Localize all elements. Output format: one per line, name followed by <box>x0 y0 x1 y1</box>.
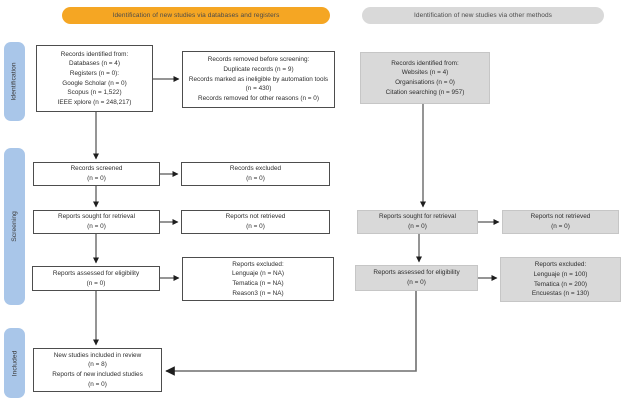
box-line: New studies included in review <box>53 351 142 359</box>
records-identified-other-box <box>360 52 490 104</box>
records-removed-box <box>182 51 335 108</box>
box-line: Encuestas (n = 130) <box>531 290 590 298</box>
stage-screening <box>4 148 25 305</box>
box-line: Reports of new included studies <box>52 371 143 378</box>
stage-screening-label: Screening <box>11 211 19 242</box>
reports-excluded-other-box <box>500 257 621 302</box>
box-line: Records screened <box>70 165 123 173</box>
reports-sought-other-box <box>357 210 478 234</box>
box-line: Records excluded <box>229 165 282 173</box>
box-line: Reason3 (n = NA) <box>232 289 284 297</box>
box-line: Organisations (n = 0) <box>395 79 455 86</box>
box-line: Registers (n = 0): <box>69 69 120 77</box>
banner-other-methods <box>362 7 604 24</box>
box-line: Tematica (n = 200) <box>533 280 588 288</box>
reports-not-retrieved-box <box>181 210 330 234</box>
reports-assessed-other-box <box>355 265 478 291</box>
reports-assessed-box <box>32 266 160 291</box>
box-line: (n = 0) <box>551 223 570 230</box>
box-line: Scopus (n = 1,522) <box>67 89 122 97</box>
box-line: Reports not retrieved <box>225 213 286 221</box>
records-excluded-box <box>181 162 330 186</box>
banner-databases-registers <box>62 7 330 24</box>
box-line: Records removed for other reasons (n = 0) <box>198 94 319 102</box>
box-line: (n = 0) <box>88 380 107 388</box>
box-line: Google Scholar (n = 0) <box>62 79 127 87</box>
stage-identification <box>4 42 25 121</box>
box-line: (n = 0) <box>246 223 265 230</box>
box-line: Tematica (n = NA) <box>232 280 284 287</box>
box-line: Reports sought for retrieval <box>378 213 457 221</box>
box-line: Records marked as ineligible by automation tools (n = 430) <box>188 75 329 93</box>
banner-other-label: Identification of new studies via other methods <box>413 12 553 19</box>
box-line: Duplicate records (n = 9) <box>223 66 294 74</box>
box-line: Reports assessed for eligibility <box>373 269 460 277</box>
box-line: Lenguaje (n = NA) <box>231 270 285 278</box>
box-line: Records identified from: <box>60 50 129 58</box>
box-line: Websites (n = 4) <box>401 69 449 77</box>
box-line: (n = 0) <box>408 223 427 230</box>
box-line: (n = 0) <box>86 279 106 287</box>
box-line: Reports assessed for eligibility <box>52 269 140 277</box>
banner-databases-label: Identification of new studies via databases and registers <box>112 12 280 19</box>
box-line: (n = 0) <box>246 175 265 182</box>
stage-included-label: Included <box>11 350 19 376</box>
box-line: (n = 8) <box>88 361 107 369</box>
box-line: Lenguaje (n = 100) <box>533 270 588 278</box>
stage-identification-label: Identification <box>11 62 19 101</box>
stage-included <box>4 328 25 398</box>
reports-sought-box <box>33 210 160 234</box>
box-line: Records removed before screening: <box>207 56 310 64</box>
box-line: Records identified from: <box>391 59 459 67</box>
new-studies-included-box <box>33 348 162 392</box>
box-line: Reports not retrieved <box>530 213 591 221</box>
box-line: Reports excluded: <box>232 260 284 268</box>
box-line: (n = 0) <box>87 223 106 230</box>
box-line: Citation searching (n = 957) <box>385 88 465 96</box>
box-line: (n = 0) <box>407 279 426 286</box>
box-line: Databases (n = 4) <box>69 60 120 68</box>
reports-excluded-reasons-box <box>182 257 334 301</box>
box-line: Reports sought for retrieval <box>57 213 136 221</box>
records-identified-databases-box <box>36 45 153 112</box>
box-line: (n = 0) <box>87 175 106 182</box>
box-line: Reports excluded: <box>534 261 587 269</box>
box-line: IEEE xplore (n = 248,217) <box>57 98 132 106</box>
reports-not-retrieved-other-box <box>502 210 619 234</box>
records-screened-box <box>33 162 160 186</box>
